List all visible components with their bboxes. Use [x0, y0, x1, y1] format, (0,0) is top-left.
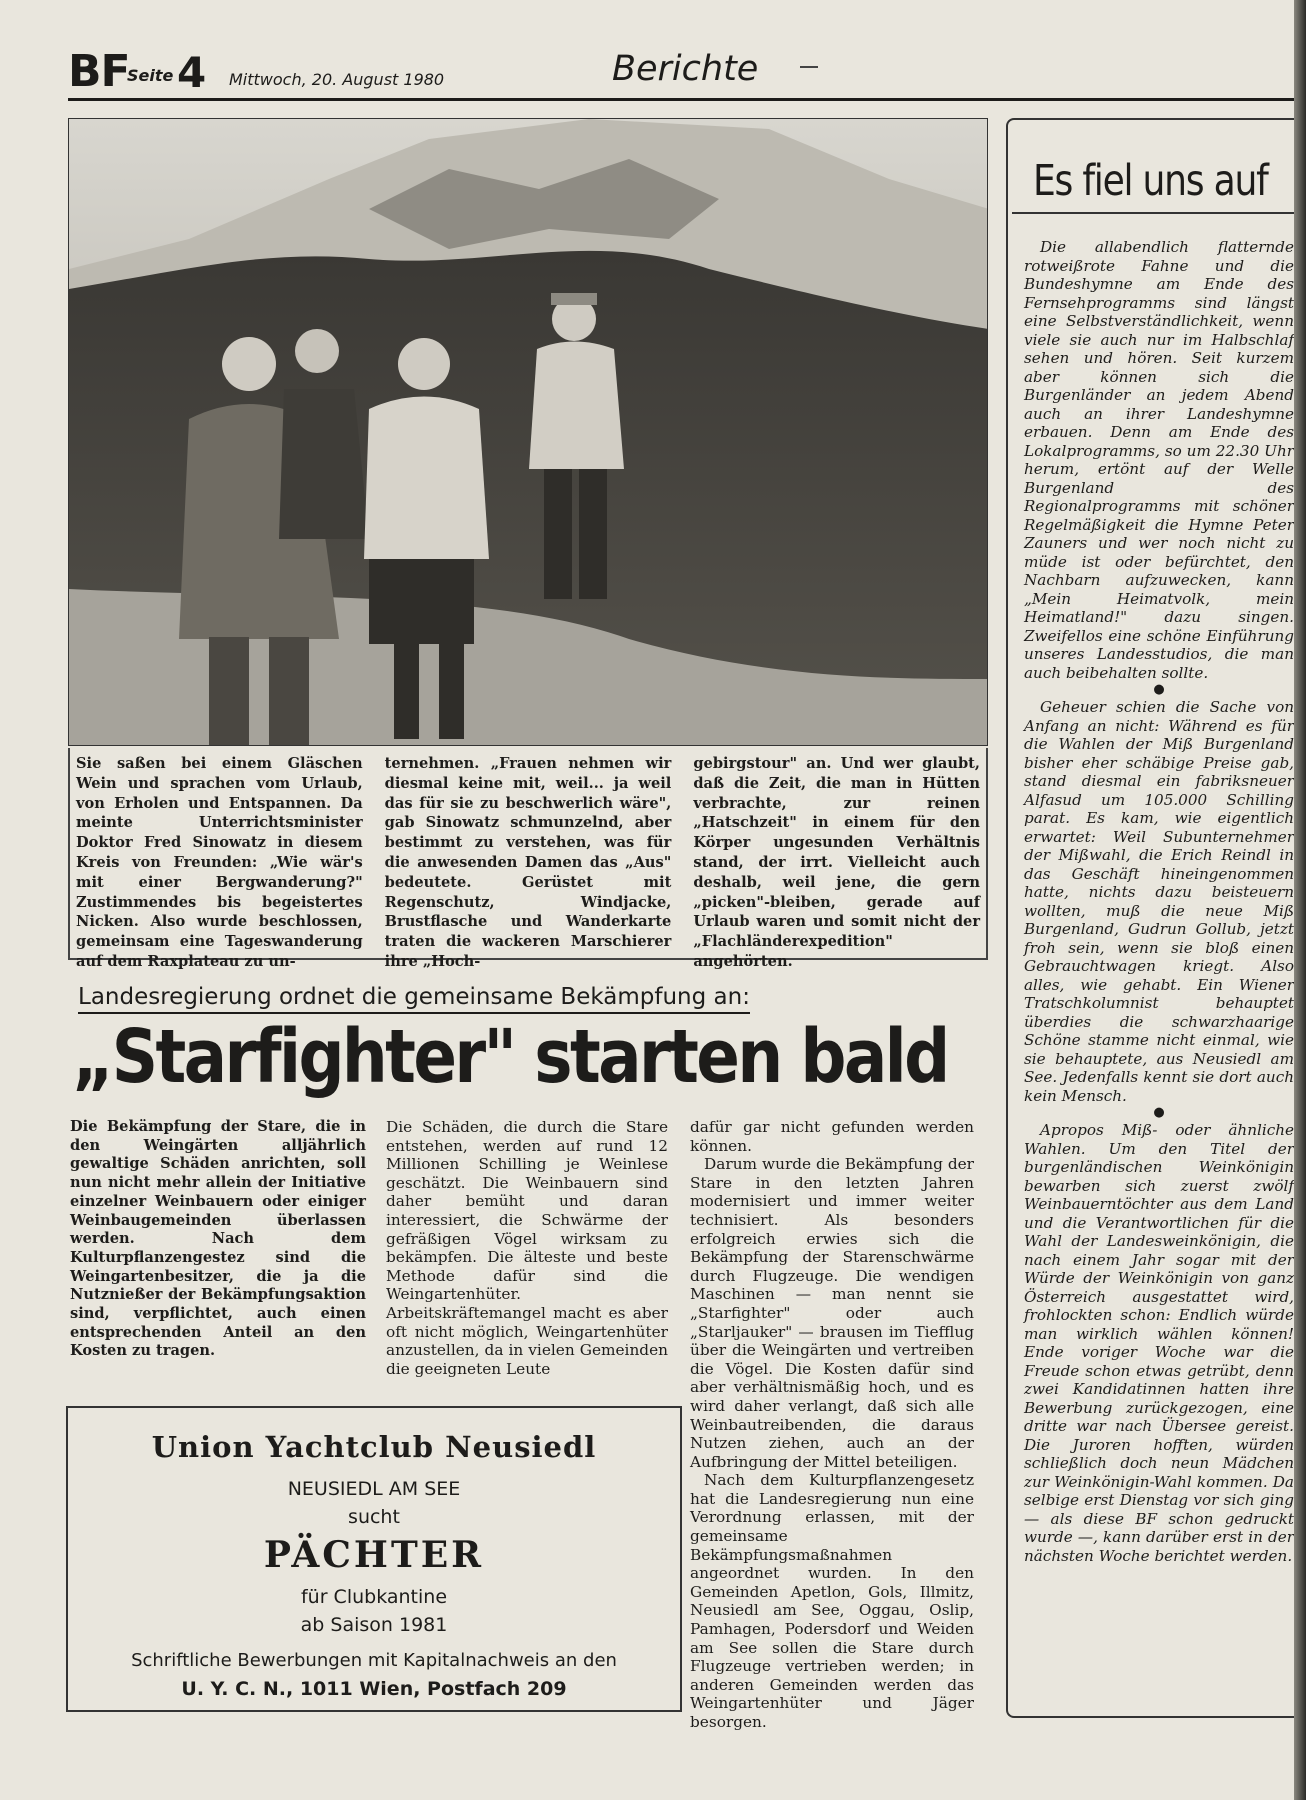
photo-caption	[68, 748, 988, 970]
sidebar-title: Es fiel uns auf	[1033, 156, 1268, 206]
masthead: BF	[68, 46, 130, 97]
article-kicker: Landesregierung ordnet die gemeinsame Bekämpfung an:	[78, 984, 750, 1014]
issue-date: Mittwoch, 20. August 1980	[229, 70, 445, 89]
ad-position: PÄCHTER	[263, 1534, 485, 1576]
article-lead: Die Bekämpfung der Stare, die in den Weingärten alljährlich gewaltige Schäden anrichten, soll nun nicht mehr allein der Initiative einzelner Weinbauern oder einiger Weinbaugemeinden überlassen werden. Nach dem Kulturpflanzengestez sind die Weingartenbesitzer, die ja die Nutznießer der Bekämpfungsaktion sind, verpflichtet, auch einen entsprechenden Anteil an den Kosten zu tragen.	[70, 1118, 366, 1360]
header-rule	[68, 98, 1306, 101]
hikers-photo-svg	[69, 119, 988, 746]
article-column-2: Die Schäden, die durch die Stare entstehen, werden auf rund 12 Millionen Schilling je Weinlese geschätzt. Die Weinbauern sind daher bemüht und daran interessiert, die Schwärme der gefräßigen Vögel wirksam zu bekämpfen. Die älteste und beste Methode dafür sind die Weingartenhüter. Arbeitskräftemangel macht es aber oft nicht möglich, Weingartenhüter anzustellen, da in vielen Gemeinden die geeigneten Leute	[386, 1118, 668, 1378]
separator-dot: ●	[1153, 682, 1165, 697]
article-paragraph: dafür gar nicht gefunden werden können.	[690, 1118, 974, 1155]
article-column-3	[690, 1118, 974, 1732]
separator-dot: ●	[1153, 1105, 1165, 1120]
caption-column-2: ternehmen. „Frauen nehmen wir diesmal keine mit, weil... ja weil das für sie zu beschwerlich wäre", gab Sinowatz schmunzelnd, aber bestimmt zu verstehen, was für die anwesenden Damen das „Aus" bedeutete. Gerüstet mit Regenschutz, Windjacke, Brustflasche und Wanderkarte traten die wackeren Marschierer ihre „Hoch-	[384, 755, 672, 970]
sidebar-title-rule	[1012, 212, 1294, 214]
article-paragraph: Nach dem Kulturpflanzengesetz hat die Landesregierung nun eine Verordnung erlassen, mit der gemeinsame Bekämpfungsmaßnahmen angeordnet wurden. In den Gemeinden Apetlon, Gols, Illmitz, Neusiedl am See, Oggau, Oslip, Pamhagen, Podersdorf und Weiden am See sollen die Stare durch Flugzeuge vertrieben werden; in anderen Gemeinden werden das Weingartenhüter und Jäger besorgen.	[690, 1471, 974, 1731]
ad-sucht: sucht	[348, 1506, 400, 1528]
caption-column-1: Sie saßen bei einem Gläschen Wein und sprachen vom Urlaub, von Erholen und Entspannen. Da meinte Unterrichtsminister Doktor Fred Sinowatz in diesem Kreis von Freunden: „Wie wär's mit einer Bergwanderung?" Zustimmendes bis begeistertes Nicken. Also wurde beschlossen, gemeinsam eine Tageswanderung auf dem Raxplateau zu un-	[76, 755, 363, 970]
page-label: Seite	[127, 66, 174, 85]
classified-ad	[66, 1406, 682, 1712]
ad-purpose: für Clubkantine	[300, 1586, 448, 1608]
article-paragraph: Darum wurde die Bekämpfung der Stare in den letzten Jahren modernisiert und immer weiter technisiert. Als besonders erfolgreich erwies sich die Bekämpfung der Starenschwärme durch Flugzeuge. Die wendigen Maschinen — man nennt sie „Starfighter" oder auch „Starljauker" — brausen im Tiefflug über die Weingärten und vertreiben die Vögel. Die Kosten dafür sind aber verhältnismäßig hoch, und es wird daher verlangt, daß sich alle Weinbautreibenden, die daraus Nutzen ziehen, auch an der Aufbringung der Mittel beteiligen.	[690, 1155, 974, 1471]
sidebar-text	[1024, 238, 1294, 1565]
sidebar-paragraph: Geheuer schien die Sache von Anfang an nicht: Während es für die Wahlen der Miß Burgenland bisher eher schäbige Preise gab, stand diesmal ein fabriksneuer Alfasud um 105.000 Schilling parat. Es kam, wie eigentlich erwartet: Weil Subunternehmer der Mißwahl, die Erich Reindl in das Geschäft hineingenommen hatte, nichts dazu beisteuern wollten, muß die neue Miß Burgenland, Gudrun Gollub, jetzt froh sein, wenn sie bloß einen Gebrauchtwagen kriegt. Also alles, wie gehabt. Ein Wiener Tratschkolumnist behauptet überdies die schwarzhaarige Schöne stamme nicht einmal, wie sie behauptete, aus Neusiedl am See. Jedenfalls kennt sie dort auch kein Mensch.	[1024, 698, 1294, 1105]
section-title: Berichte	[612, 49, 759, 89]
ad-application-note: Schriftliche Bewerbungen mit Kapitalnachweis an den	[131, 1650, 617, 1671]
sidebar-paragraph: Die allabendlich flatternde rotweißrote Fahne und die Bundeshymne am Ende des Fernsehprogramms sind längst eine Selbstverständlichkeit, wenn viele sie auch nur im Halbschlaf sehen und hören. Seit kurzem aber können sich die Burgenländer an jedem Abend auch an ihrer Landeshymne erbauen. Denn am Ende des Lokalprogramms, so um 22.30 Uhr herum, ertönt auf der Welle Burgenland des Regionalprogramms mit schöner Regelmäßigkeit die Hymne Peter Zauners und wer noch nicht zu müde ist oder befürchtet, den Nachbarn aufzuwecken, kann „Mein Heimatvolk, mein Heimatland!" dazu singen. Zweifellos eine schöne Einführung unseres Landesstudios, die man auch beibehalten sollte.	[1024, 238, 1294, 682]
ad-season: ab Saison 1981	[300, 1614, 448, 1636]
page-gutter	[1294, 0, 1306, 1800]
page-number: 4	[177, 48, 207, 97]
ad-address: U. Y. C. N., 1011 Wien, Postfach 209	[181, 1678, 567, 1700]
ad-club-name: Union Yachtclub Neusiedl	[151, 1430, 597, 1464]
sidebar-paragraph: Apropos Miß- oder ähnliche Wahlen. Um den Titel der burgenländischen Weinkönigin bewarben sich zuerst zwölf Weinbauerntöchter aus dem Land und die Verantwortlichen für die Wahl der Landesweinkönigin, die nach einem Jahr sogar mit der Würde der Weinkönigin von ganz Österreich ausgestattet wird, frohlockten schon: Endlich würde man wirklich wählen können! Ende voriger Woche war die Freude schon etwas getrübt, denn zwei Kandidatinnen hatten ihre Bewerbung zurückgezogen, eine dritte war nach Übersee gereist. Die Juroren hofften, würden schließlich doch neun Mädchen zur Weinkönigin-Wahl kommen. Da selbige erst Dienstag vor sich ging — als diese BF schon gedruckt wurde —, kann darüber erst in der nächsten Woche berichtet werden.	[1024, 1121, 1294, 1565]
caption-column-3: gebirgstour" an. Und wer glaubt, daß die Zeit, die man in Hütten verbrachte, zur reinen „Hatschzeit" in einem für den Körper ungesunden Verhältnis stand, der irrt. Vielleicht auch deshalb, weil jene, die gern „picken"-bleiben, gerade auf Urlaub waren und somit nicht der „Flachländerexpedition" angehörten.	[693, 755, 981, 970]
hikers-photo	[68, 118, 988, 746]
header-dash	[800, 66, 818, 68]
ad-location: NEUSIEDL AM SEE	[287, 1478, 461, 1500]
article-headline: „Starfighter" starten bald	[72, 1014, 948, 1100]
